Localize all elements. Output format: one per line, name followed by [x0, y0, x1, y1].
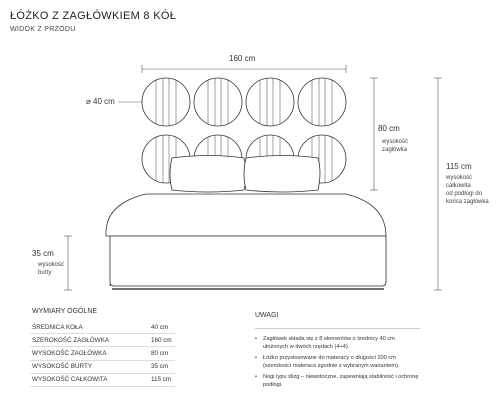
- table-row: WYSOKOŚĆ ZAGŁÓWKA 80 cm: [30, 347, 175, 360]
- dimensions-table: [30, 308, 175, 387]
- frame-height-line: [64, 236, 72, 290]
- frame-height-desc: wysokość burty: [38, 262, 65, 276]
- headboard-height-line: [370, 78, 378, 190]
- table-row: WYSOKOŚĆ CAŁKOWITA 115 cm: [30, 374, 175, 387]
- headboard-height-label: 80 cm: [378, 124, 400, 133]
- list-item: • Łóżko przystosowane do materacy o długości 200 cm (szerokości materaca zgodnie z wybranym wariantem).: [255, 355, 400, 369]
- width-label: 160 cm: [229, 54, 256, 63]
- notes-heading: UWAGI: [255, 312, 279, 319]
- table-row: WYSOKOŚĆ BURTY 35 cm: [30, 361, 175, 374]
- notes-divider: [255, 328, 420, 329]
- frame-height-label: 35 cm: [32, 249, 54, 258]
- total-height-label: 115 cm: [446, 162, 472, 171]
- bed-cover: [106, 194, 386, 236]
- dimensions-table-heading: WYMIARY OGÓLNE: [32, 308, 98, 315]
- total-height-line: [434, 78, 442, 290]
- table-row: ŚREDNICA KOŁA 40 cm: [30, 321, 175, 334]
- page-title: ŁÓŻKO Z ZAGŁÓWKIEM 8 KÓŁ: [10, 10, 177, 22]
- width-dimension-line: [142, 65, 346, 73]
- table-row: SZEROKOŚĆ ZAGŁÓWKA 160 cm: [30, 334, 175, 347]
- notes-section: [255, 312, 420, 392]
- bed-frame: [110, 236, 386, 286]
- list-item: • Zagłówek składa się z 8 elementów o średnicy 40 cm ułożonych w dwóch rzędach (4+4).: [255, 336, 395, 350]
- list-item: • Nogi typu ślizg – niewidoczne, zapewniają stabilność i ochronę podłogi.: [255, 374, 419, 388]
- pillows: [170, 156, 320, 193]
- circle-diameter-label: ⌀ 40 cm: [86, 97, 115, 106]
- headboard-height-desc: wysokość zagłówka: [382, 139, 409, 153]
- total-height-desc: wysokość całkowita od podłogi do korica zagłówka: [446, 175, 489, 205]
- view-subtitle: WIDOK Z PRZODU: [10, 26, 76, 33]
